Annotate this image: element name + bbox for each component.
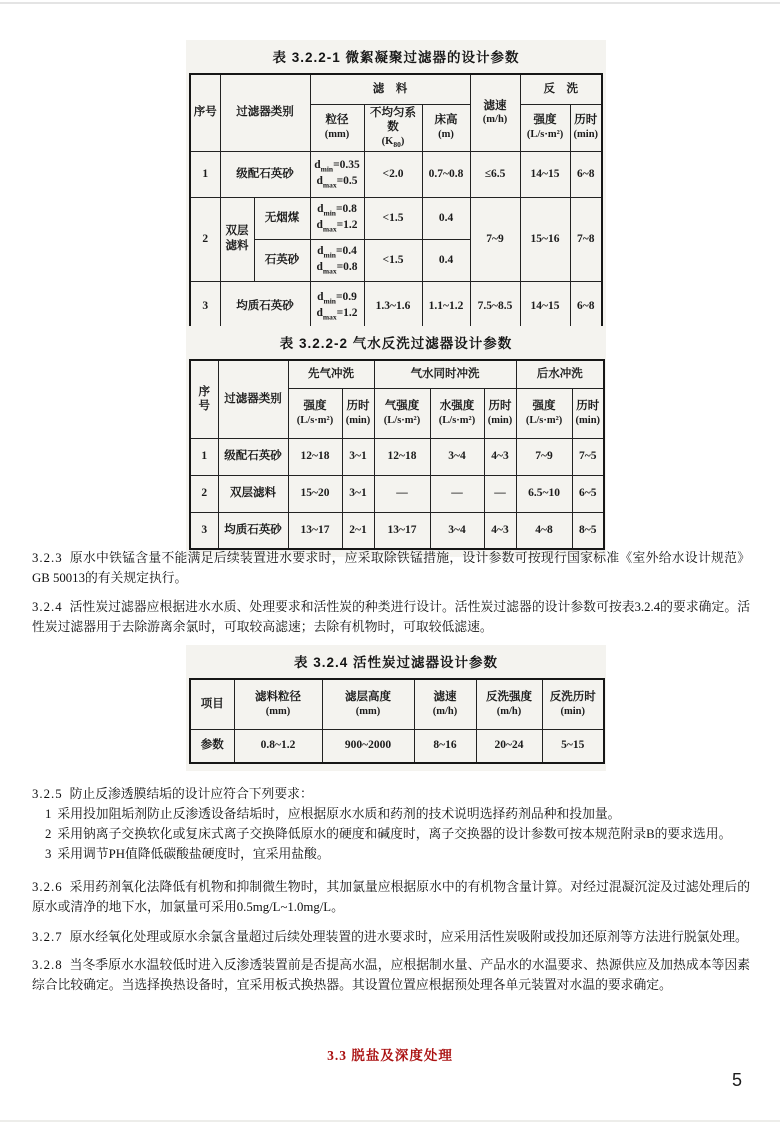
cell-grain-size: [310, 239, 364, 281]
clause-number: 3.2.8: [32, 958, 63, 972]
cell-uniformity: <1.5: [364, 197, 422, 239]
unit: (mm): [355, 705, 381, 717]
clause-sub-item: [32, 824, 750, 844]
table-row: [190, 679, 604, 729]
label: 反洗强度: [486, 691, 532, 704]
txt: min: [320, 164, 334, 174]
header-media-group: 滤 料: [310, 74, 470, 104]
cell-filter-type: 均质石英砂: [218, 512, 288, 549]
table-3222-title: 表 3.2.2-2 气水反洗过滤器设计参数: [279, 336, 513, 351]
clause-sub-item: [32, 804, 750, 824]
label: 强度: [303, 399, 327, 412]
table-3221-block: [186, 40, 606, 339]
cell-intensity: 15~16: [520, 197, 570, 281]
table-324-block: [186, 645, 606, 771]
header-grain-size: [310, 104, 364, 151]
txt: d: [317, 290, 324, 303]
label: 历时: [574, 114, 598, 127]
unit: (L/s·m²): [438, 414, 476, 426]
label: 气强度: [384, 399, 420, 412]
cell-value: 6.5~10: [516, 475, 572, 512]
cell-sub-media: 石英砂: [254, 239, 310, 281]
section-heading-3-3: 3.3 脱盐及深度处理: [327, 1048, 453, 1063]
cell-value: 2~1: [342, 512, 374, 549]
table-3222: [189, 359, 605, 550]
dmax-line: [313, 218, 362, 234]
cell-bed-height: 0.4: [422, 197, 470, 239]
label: 反洗历时: [549, 691, 596, 704]
table-3221: [189, 73, 603, 332]
cell-backwash-duration: 5~15: [542, 729, 604, 763]
clause-number: 3.2.6: [32, 880, 63, 894]
cell-seq: 3: [190, 512, 218, 549]
txt: =1.2: [336, 306, 358, 319]
txt: =0.4: [335, 245, 357, 258]
header-backwash-duration: [542, 679, 604, 729]
unit: (L/s·m²): [383, 414, 421, 426]
label: 滤速: [483, 99, 507, 112]
unit: (L/s·m²): [296, 414, 334, 426]
txt: min: [323, 296, 336, 306]
item-number: 1: [45, 807, 52, 821]
unit: (min): [560, 705, 585, 717]
cell-value: 3~4: [430, 512, 484, 549]
cell-value: —: [430, 475, 484, 512]
cell-item: 参数: [190, 729, 234, 763]
cell-value: 4~3: [484, 438, 516, 475]
cell-value: 7~5: [572, 438, 604, 475]
cell-grain-size: 0.8~1.2: [234, 729, 322, 763]
header-grain-size: [234, 679, 322, 729]
txt: 80: [393, 140, 401, 150]
clause-sub-item: [32, 844, 750, 864]
table-row: [190, 281, 602, 331]
dmin-line: [313, 244, 362, 260]
txt: =0.35: [333, 159, 360, 172]
txt: max: [322, 180, 337, 190]
cell-filter-type: 均质石英砂: [220, 281, 310, 331]
txt: max: [322, 224, 337, 234]
clause-3-2-4: [32, 597, 750, 637]
cell-duration: 6~8: [570, 151, 602, 197]
cell-duration: 7~8: [570, 197, 602, 281]
unit: (mm): [324, 129, 350, 141]
cell-grain-size: [310, 197, 364, 239]
page-bottom-edge: [0, 1120, 780, 1122]
clause-text: 当冬季原水水温较低时进入反渗透装置前是否提高水温，应根据制水量、产品水的水温要求、热源供应及加热成本等因素综合比较确定。当选择换热设备时，宜采用板式换热器。其设置位置应根据预处理各单元装置对水温的要求确定。: [32, 958, 750, 992]
header-intensity: [516, 388, 572, 438]
header-intensity: [288, 388, 342, 438]
table-row: [190, 512, 604, 549]
clause-3-2-8: [32, 955, 750, 995]
cell-seq: 2: [190, 475, 218, 512]
page-top-edge: [0, 2, 780, 4]
item-number: 3: [45, 847, 52, 861]
header-bed-height: [322, 679, 414, 729]
cell-bed-height: 0.4: [422, 239, 470, 281]
table-row: [190, 151, 602, 197]
table-row: [190, 438, 604, 475]
label: 不均匀系数: [370, 106, 416, 134]
page-number: 5: [731, 1070, 742, 1090]
cell-bed-height: 900~2000: [322, 729, 414, 763]
clause-3-2-5: [32, 784, 750, 864]
txt: max: [322, 266, 337, 276]
cell-value: 7~9: [516, 438, 572, 475]
label: 历时: [576, 399, 600, 412]
header-filter-speed: [470, 74, 520, 151]
label: 水强度: [439, 399, 475, 412]
cell-value: 13~17: [288, 512, 342, 549]
header-item: 项目: [190, 679, 234, 729]
cell-uniformity: <1.5: [364, 239, 422, 281]
unit: (L/s·m²): [525, 414, 563, 426]
header-filter-speed: [414, 679, 476, 729]
header-water-intensity: [430, 388, 484, 438]
clause-number: 3.2.4: [32, 600, 63, 614]
label: 历时: [488, 399, 512, 412]
table-324: [189, 678, 605, 764]
table-3222-head: [190, 360, 604, 438]
cell-value: 3~1: [342, 438, 374, 475]
txt: min: [323, 208, 336, 218]
cell-filter-type: 级配石英砂: [220, 151, 310, 197]
cell-intensity: 14~15: [520, 151, 570, 197]
header-air-intensity: [374, 388, 430, 438]
table-3221-body: [190, 151, 602, 331]
cell-bed-height: 0.7~0.8: [422, 151, 470, 197]
clause-3-2-7: [32, 927, 750, 947]
unit: (m/h): [432, 705, 458, 717]
txt: d: [314, 159, 321, 172]
clause-number: 3.2.5: [32, 787, 63, 801]
txt: d: [317, 203, 324, 216]
txt: d: [316, 175, 323, 188]
cell-value: 4~3: [484, 512, 516, 549]
clause-3-2-6: [32, 877, 750, 917]
cell-filter-type: 双层滤料: [220, 197, 254, 281]
txt: d: [317, 245, 324, 258]
unit: (min): [573, 129, 599, 141]
cell-seq: 1: [190, 438, 218, 475]
table-row: [190, 74, 602, 104]
cell-duration: 6~8: [570, 281, 602, 331]
label: 历时: [346, 399, 370, 412]
unit: (m/h): [496, 705, 522, 717]
table-row: [190, 475, 604, 512]
txt: =0.8: [336, 261, 358, 274]
clause-text: 原水中铁锰含量不能满足后续装置进水要求时，应采取除铁锰措施，设计参数可按现行国家标准《室外给水设计规范》GB 50013的有关规定执行。: [32, 551, 750, 585]
cell-speed: 8~16: [414, 729, 476, 763]
header-filter-type: 过滤器类别: [220, 74, 310, 151]
unit: (min): [345, 414, 371, 426]
unit: (min): [487, 414, 513, 426]
header-filter-type: 过滤器类别: [218, 360, 288, 438]
label: 强度: [532, 399, 556, 412]
txt: d: [316, 219, 323, 232]
table-row: [190, 729, 604, 763]
cell-value: 6~5: [572, 475, 604, 512]
cell-value: 15~20: [288, 475, 342, 512]
label: 滤料粒径: [255, 691, 301, 704]
unit: (min): [575, 414, 601, 426]
cell-value: —: [484, 475, 516, 512]
header-air-first-group: 先气冲洗: [288, 360, 374, 388]
clause-text: 原水经氧化处理或原水余氯含量超过后续处理装置的进水要求时，应采用活性炭吸附或投加还原剂等方法进行脱氯处理。: [69, 930, 748, 944]
cell-bed-height: 1.1~1.2: [422, 281, 470, 331]
header-backwash-intensity: [476, 679, 542, 729]
item-text: 采用投加阻垢剂防止反渗透设备结垢时，应根据原水水质和药剂的技术说明选择药剂品种和投加量。: [57, 807, 621, 821]
dmax-line: [313, 306, 362, 322]
txt: max: [322, 312, 337, 322]
dmin-line: [313, 158, 362, 174]
txt: =0.9: [335, 290, 357, 303]
item-text: 采用钠离子交换软化或复床式离子交换降低原水的硬度和碱度时，离子交换器的设计参数可按本规范附录B的要求选用。: [57, 827, 732, 841]
clause-text: 活性炭过滤器应根据进水水质、处理要求和活性炭的种类进行设计。活性炭过滤器的设计参数可按表3.2.4的要求确定。活性炭过滤器用于去除游离余氯时，可取较高滤速；去除有机物时，可取较低滤速。: [32, 600, 750, 634]
cell-value: 12~18: [288, 438, 342, 475]
header-intensity: [520, 104, 570, 151]
clause-number: 3.2.7: [32, 930, 63, 944]
cell-value: 3~1: [342, 475, 374, 512]
cell-value: 3~4: [430, 438, 484, 475]
table-324-body: [190, 729, 604, 763]
cell-value: 12~18: [374, 438, 430, 475]
clause-text: 防止反渗透膜结垢的设计应符合下列要求：: [69, 787, 313, 801]
label: 粒径: [325, 114, 349, 127]
label: 强度: [533, 114, 557, 127]
clause-head: [32, 784, 750, 804]
cell-speed: 7~9: [470, 197, 520, 281]
txt: d: [316, 306, 323, 319]
cell-uniformity: <2.0: [364, 151, 422, 197]
cell-seq: 2: [190, 197, 220, 281]
header-bed-height: [422, 104, 470, 151]
dmax-line: [313, 174, 362, 190]
dmin-line: [313, 290, 362, 306]
unit: (mm): [265, 705, 291, 717]
cell-grain-size: [310, 151, 364, 197]
unit: [367, 135, 420, 150]
dmax-line: [313, 260, 362, 276]
cell-value: 13~17: [374, 512, 430, 549]
txt: =0.8: [335, 203, 357, 216]
table-row: [190, 197, 602, 239]
cell-intensity: 14~15: [520, 281, 570, 331]
header-seq: 序号: [190, 360, 218, 438]
header-uniformity: [364, 104, 422, 151]
cell-value: 8~5: [572, 512, 604, 549]
clause-text: 采用药剂氧化法降低有机物和抑制微生物时，其加氯量应根据原水中的有机物含量计算。对经过混凝沉淀及过滤处理后的原水或清净的地下水，加氯量可采用0.5mg/L~1.0mg/L。: [32, 880, 750, 914]
table-3221-head: [190, 74, 602, 151]
clause-3-2-3: [32, 548, 750, 588]
cell-speed: 7.5~8.5: [470, 281, 520, 331]
label: 床高: [434, 114, 458, 127]
unit: (L/s·m²): [526, 129, 564, 141]
header-simultaneous-group: 气水同时冲洗: [374, 360, 516, 388]
cell-sub-media: 无烟煤: [254, 197, 310, 239]
header-duration: [570, 104, 602, 151]
label: 滤速: [433, 691, 457, 704]
item-text: 采用调节PH值降低碳酸盐硬度时，宜采用盐酸。: [57, 847, 330, 861]
unit: (m/h): [482, 114, 508, 126]
table-324-head: [190, 679, 604, 729]
txt: d: [316, 261, 323, 274]
header-duration: [572, 388, 604, 438]
header-seq: 序号: [190, 74, 220, 151]
label: 滤层高度: [345, 691, 391, 704]
cell-value: 4~8: [516, 512, 572, 549]
cell-filter-type: 级配石英砂: [218, 438, 288, 475]
header-water-after-group: 后水冲洗: [516, 360, 604, 388]
header-duration: [484, 388, 516, 438]
table-324-title: 表 3.2.4 活性炭过滤器设计参数: [293, 655, 499, 670]
txt: ): [400, 135, 405, 147]
cell-filter-type: 双层滤料: [218, 475, 288, 512]
header-duration: [342, 388, 374, 438]
cell-uniformity: 1.3~1.6: [364, 281, 422, 331]
table-3221-title: 表 3.2.2-1 微絮凝聚过滤器的设计参数: [272, 50, 520, 65]
dmin-line: [313, 202, 362, 218]
txt: min: [323, 250, 336, 260]
cell-value: —: [374, 475, 430, 512]
txt: =0.5: [336, 175, 358, 188]
header-backwash-group: 反 洗: [520, 74, 602, 104]
txt: (K: [381, 135, 394, 147]
table-3222-body: [190, 438, 604, 549]
cell-grain-size: [310, 281, 364, 331]
cell-backwash-intensity: 20~24: [476, 729, 542, 763]
item-number: 2: [45, 827, 52, 841]
table-3222-block: [186, 326, 606, 557]
txt: =1.2: [336, 219, 358, 232]
table-row: [190, 360, 604, 388]
cell-seq: 1: [190, 151, 220, 197]
cell-seq: 3: [190, 281, 220, 331]
cell-speed: ≤6.5: [470, 151, 520, 197]
clause-number: 3.2.3: [32, 551, 63, 565]
unit: (m): [438, 129, 454, 141]
